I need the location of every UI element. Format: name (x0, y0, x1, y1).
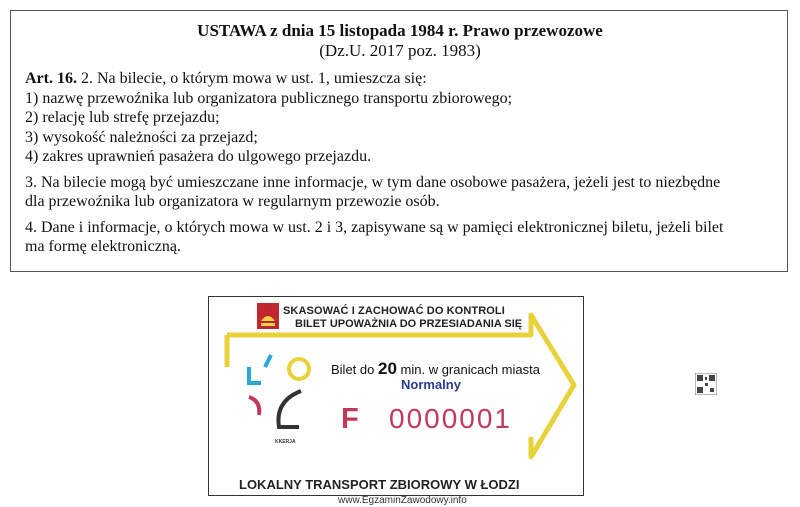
article-item-2: 2) relację lub strefę przejazdu; (25, 109, 220, 126)
article-item-4: 4) zakres uprawnień pasażera do ulgowego przejazdu. (25, 148, 372, 165)
paragraph-4-line-2: ma formę elektroniczną. (25, 238, 181, 255)
ticket-serial-number: 0000001 (389, 403, 513, 434)
validity-suffix: min. w granicach miasta (396, 362, 540, 377)
ticket-image (208, 296, 584, 496)
transport-logo-icon (249, 355, 309, 427)
validity-prefix: Bilet do (331, 362, 378, 377)
ticket-header-line-2: BILET UPOWAŻNIA DO PRZESIADANIA SIĘ (295, 318, 523, 330)
article-item-3: 3) wysokość należności za przejazd; (25, 128, 258, 146)
law-subtitle: (Dz.U. 2017 poz. 1983) (319, 41, 481, 60)
validity-minutes: 20 (377, 359, 397, 378)
article-label: Art. 16. (25, 70, 77, 87)
city-emblem-icon (257, 303, 279, 329)
qr-code-icon (695, 373, 717, 395)
law-title: USTAWA z dnia 15 listopada 1984 r. Prawo przewozowe (197, 21, 603, 40)
site-watermark: www.EgzaminZawodowy.info (338, 495, 467, 506)
ticket-operator: LOKALNY TRANSPORT ZBIOROWY W ŁODZI (239, 477, 520, 492)
ticket-validity (331, 359, 540, 379)
ticket-serial-letter: F (341, 403, 359, 435)
article-item-1: 1) nazwę przewoźnika lub organizatora publicznego transportu zbiorowego; (25, 89, 513, 107)
paragraph-4-line-1: 4. Dane i informacje, o których mowa w ust. 2 i 3, zapisywane są w pamięci elektronicznej biletu, jeżeli bilet (25, 218, 724, 236)
logo-caption: KKERJA (275, 439, 296, 445)
paragraph-3-line-1: 3. Na bilecie mogą być umieszczane inne informacje, w tym dane osobowe pasażera, jeżeli jest to niezbędne (25, 173, 721, 191)
article-intro-text: 2. Na bilecie, o którym mowa w ust. 1, umieszcza się: (76, 70, 427, 87)
ticket-header-line-1: SKASOWAĆ I ZACHOWAĆ DO KONTROLI (283, 305, 505, 317)
article-intro (25, 69, 775, 89)
paragraph-3-line-2: dla przewoźnika lub organizatora w regularnym przewozie osób. (25, 193, 440, 210)
ticket-fare-type: Normalny (401, 377, 461, 392)
law-excerpt-box (10, 10, 788, 272)
